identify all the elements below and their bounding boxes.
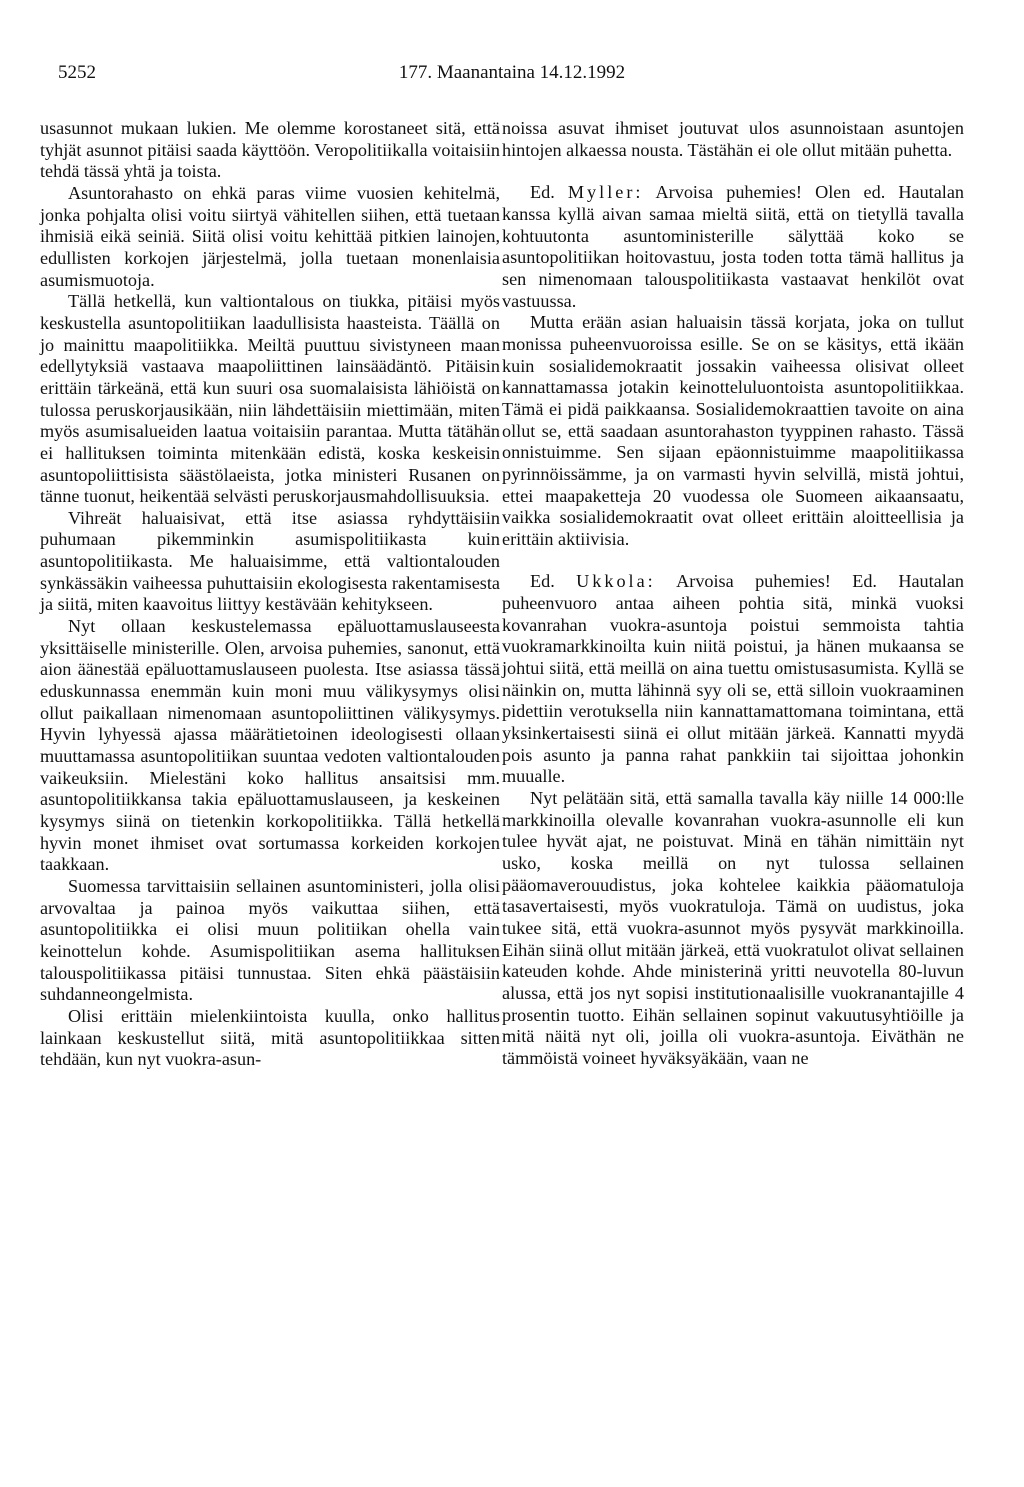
- paragraph: noissa asuvat ihmiset joutuvat ulos asunnoistaan asuntojen hintojen alkaessa nousta. Tästähän ei ole ollut mitään puhetta.: [502, 118, 964, 160]
- paragraph: Nyt ollaan keskustelemassa epäluottamuslauseesta yksittäiselle ministerille. Olen, arvoisa puhemies, sanonut, että aion äänestää epäluottamuslauseen puolesta. Itse asiassa tässä eduskunnassa enemmän kuin moni muu välikysymys olisi ollut paikallaan nimenomaan asuntopoliittinen välikysymys. Hyvin lyhyessä ajassa määrätietoinen ideologisesti ollaan muuttamassa asuntopolitiikan suuntaa vedoten valtiontalouden vaikeuksiin. Mielestäni koko hallitus ansaitsisi mm. asuntopolitiikkansa takia epäluottamuslauseen, ja keskeinen kysymys siinä on tietenkin korkopolitiikka. Tällä hetkellä hyvin monet ihmiset ovat sortumassa korkeiden korkojen taakkaan.: [40, 616, 500, 875]
- paragraph: Tällä hetkellä, kun valtiontalous on tiukka, pitäisi myös keskustella asuntopolitiikan laadullisista haasteista. Täällä on jo mainittu maapolitiikka. Meiltä puuttuu sivistyneen maan edellytyksiä vastaava maapoliittinen lainsäädäntö. Pitäisin erittäin tärkeänä, että kun suuri osa suomalaisista lähiöistä on tulossa peruskorjausikään, niin lähdettäisiin miettimään, miten myös asumisalueiden laatua voitaisiin parantaa. Mutta tätähän ei hallituksen toiminta mitenkään edistä, koska keskeisin asuntopoliittisista säästölaeista, jotka ministeri Rusanen on tänne tuonut, heikentää selvästi peruskorjausmahdollisuuksia.: [40, 291, 500, 507]
- paragraph: Olisi erittäin mielenkiintoista kuulla, onko hallitus lainkaan keskustellut siitä, mitä asuntopolitiikkaa sitten tehdään, kun nyt vuokra-asun-: [40, 1005, 500, 1070]
- paragraph: Suomessa tarvittaisiin sellainen asuntoministeri, jolla olisi arvovaltaa ja painoa myös vaikuttaa siihen, että asuntopolitiikka ei olisi muun politiikan ohella vain keinottelun kohde. Asumispolitiikan asema hallituksen talouspolitiikassa pitäisi tunnustaa. Siten ehkä päästäisiin suhdanneongelmista.: [40, 875, 500, 1005]
- page-header: [0, 62, 1024, 92]
- paragraph: Nyt pelätään sitä, että samalla tavalla käy niille 14 000:lle markkinoilla olevalle kovanrahan vuokra-asunnolle eli kun tulee hyvät ajat, ne poistuvat. Minä en tähän nimittäin nyt usko, koska meillä on nyt tulossa sellainen pääomaverouudistus, joka kohtelee kaikkia pääomatuloja tasavertaisesti, myös vuokratuloja. Tämä on uudistus, joka tukee sitä, että vuokra-asunnot myös pysyvät markkinoilla. Eihän siinä ollut mitään järkeä, että vuokratulot olivat sellainen kateuden kohde. Ahde ministerinä yritti neuvotella 80-luvun alussa, että jos nyt sopisi institutionaalisille vuokranantajille 4 prosentin tuotto. Eihän sellainen sopinut vakuutusyhtiöille ja mitä näitä nyt oli, joilla oli vuokra-asuntoja. Eiväthän ne tämmöistä voineet hyväksyäkään, vaan ne: [502, 788, 964, 1068]
- speaker-name: Myller:: [567, 182, 644, 203]
- speaker-name: Ukkola:: [576, 571, 656, 592]
- left-column: [40, 118, 500, 1071]
- speech-text: Arvoisa puhemies! Ed. Hautalan puheenvuoro antaa aiheen pohtia sitä, minkä vuoksi kovanrahan vuokra-asuntoja poistui semmoista tahtia vuokramarkkinoilta kuin niitä poistui, ja hänen mukaansa se johtui siitä, että meillä on aina tuettu omistusasumista. Kyllä se näinkin on, mutta lähinnä syy oli se, että silloin vuokraaminen pidettiin verotuksella niin kannattamattomana toimintana, että yksinkertaisesti siinä ei ollut mitään järkeä. Kannatti myydä pois asunto ja panna rahat pankkiin tai sijoittaa johonkin muualle.: [502, 571, 964, 787]
- right-column: [502, 118, 964, 1070]
- paragraph: Mutta erään asian haluaisin tässä korjata, joka on tullut monissa puheenvuoroissa esille. Se on se käsitys, että ikään kuin sosialidemokraatit jossakin vaiheessa olisivat olleet kannattamassa jotakin keinotteluluontoista asuntopolitiikkaa. Tämä ei pidä paikkaansa. Sosialidemokraattien tavoite on aina ollut se, että saadaan asuntorahaston tyyppinen rahasto. Tässä onnistuimme. Sen sijaan epäonnistuimme maapolitiikassa pyrinnöissämme, ja on varmasti hyvin selvillä, mistä johtui, ettei maapaketteja 20 vuodessa ole Suomeen aikaansaatu, vaikka sosialidemokraatit ovat olleet erittäin aloitteellisia ja erittäin aktiivisia.: [502, 312, 964, 549]
- page-number: 5252: [58, 62, 96, 83]
- session-title: 177. Maanantaina 14.12.1992: [398, 62, 626, 83]
- speech-myller: [502, 182, 964, 312]
- speech-text: Arvoisa puhemies! Olen ed. Hautalan kanssa kyllä aivan samaa mieltä siitä, että on tietyllä tavalla kohtuutonta asuntoministerille sälyttää koko se asuntopolitiikan hoitovastuu, josta toden totta tämä hallitus ja sen nimenomaan talouspolitiikasta vastaavat henkilöt ovat vastuussa.: [502, 182, 965, 311]
- paragraph: usasunnot mukaan lukien. Me olemme korostaneet sitä, että tyhjät asunnot pitäisi saada käyttöön. Veropolitiikalla voitaisiin tehdä tässä yhtä ja toista.: [40, 118, 500, 182]
- paragraph: Asuntorahasto on ehkä paras viime vuosien kehitelmä, jonka pohjalta olisi voitu siirtyä vähitellen siihen, että tuetaan ihmisiä eikä seiniä. Siitä olisi voitu kehittää pitkien lainojen, edullisten korkojen järjestelmä, jolla tuetaan monenlaisia asumismuotoja.: [40, 182, 500, 290]
- speaker-prefix: Ed.: [530, 571, 555, 592]
- speaker-prefix: Ed.: [530, 182, 555, 203]
- speech-ukkola: [502, 571, 964, 788]
- paragraph: Vihreät haluaisivat, että itse asiassa ryhdyttäisiin puhumaan pikemminkin asumispolitiikasta kuin asuntopolitiikasta. Me haluaisimme, että valtiontalouden synkässäkin vaiheessa puhuttaisiin ekologisesta rakentamisesta ja siitä, miten kaavoitus liittyy kestävään kehitykseen.: [40, 507, 500, 615]
